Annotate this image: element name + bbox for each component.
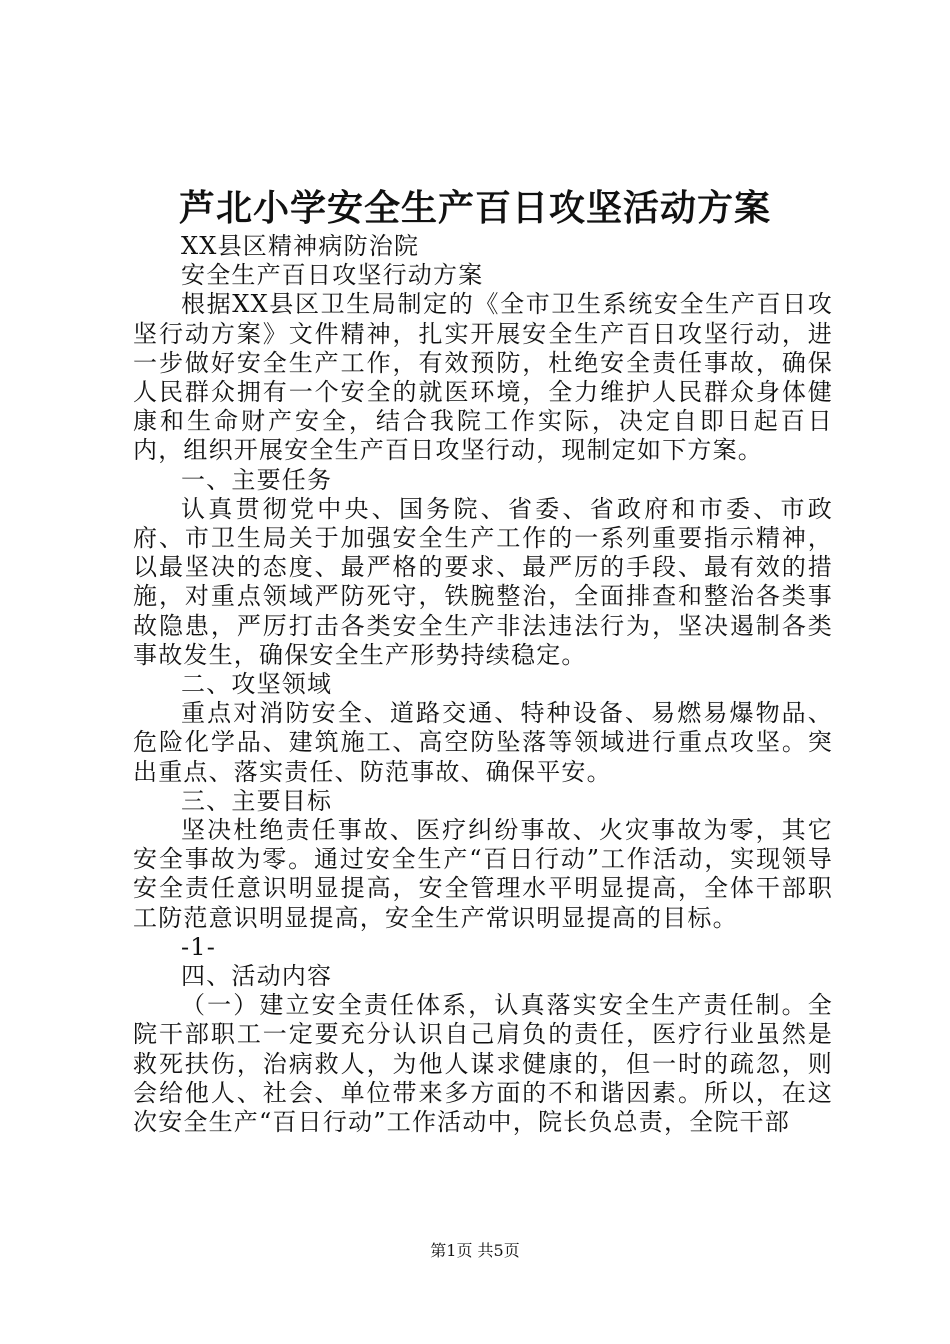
section-heading-tasks: 一、主要任务 <box>181 465 333 494</box>
document-title: 芦北小学安全生产百日攻坚活动方案 <box>178 187 771 229</box>
paragraph-tasks: 认真贯彻党中央、国务院、省委、省政府和市委、市政府、市卫生局关于加强安全生产工作的一系列重要指示精神，以最坚决的态度、最严格的要求、最严厉的手段、最有效的措施，对重点领域严防死守，铁腕整治，全面排查和整治各类事故隐患，严厉打击各类安全生产非法违法行为，坚决遏制各类事故发生，确保安全生产形势持续稳定。 <box>133 494 833 669</box>
document-body <box>133 232 833 1137</box>
paragraph-intro: 根据XX县区卫生局制定的《全市卫生系统安全生产百日攻坚行动方案》文件精神，扎实开展安全生产百日攻坚行动，进一步做好安全生产工作，有效预防，杜绝安全责任事故，确保人民群众拥有一个安全的就医环境，全力维护人民群众身体健康和生命财产安全，结合我院工作实际，决定自即日起百日内，组织开展安全生产百日攻坚行动，现制定如下方案。 <box>133 290 833 465</box>
paragraph-goals: 坚决杜绝责任事故、医疗纠纷事故、火灾事故为零，其它安全事故为零。通过安全生产“百日行动”工作活动，实现领导安全责任意识明显提高，安全管理水平明显提高，全体干部职工防范意识明显提高，安全生产常识明显提高的目标。 <box>133 816 833 932</box>
inline-page-number: -1- <box>181 932 217 961</box>
paragraph-content: （一）建立安全责任体系，认真落实安全生产责任制。全院干部职工一定要充分认识自己肩负的责任，医疗行业虽然是救死扶伤，治病救人，为他人谋求健康的，但一时的疏忽，则会给他人、社会、单位带来多方面的不和谐因素。所以，在这次安全生产“百日行动”工作活动中，院长负总责，全院干部 <box>133 991 833 1137</box>
paragraph-institution: XX县区精神病防治院 <box>181 232 420 260</box>
page-footer: 第1页 共5页 <box>430 1241 520 1260</box>
section-heading-content: 四、活动内容 <box>181 962 333 991</box>
paragraph-fields: 重点对消防安全、道路交通、特种设备、易燃易爆物品、危险化学品、建筑施工、高空防坠落等领域进行重点攻坚。突出重点、落实责任、防范事故、确保平安。 <box>133 699 833 786</box>
section-heading-goals: 三、主要目标 <box>181 786 333 815</box>
section-heading-fields: 二、攻坚领域 <box>181 670 333 699</box>
paragraph-subtitle: 安全生产百日攻坚行动方案 <box>181 261 484 290</box>
